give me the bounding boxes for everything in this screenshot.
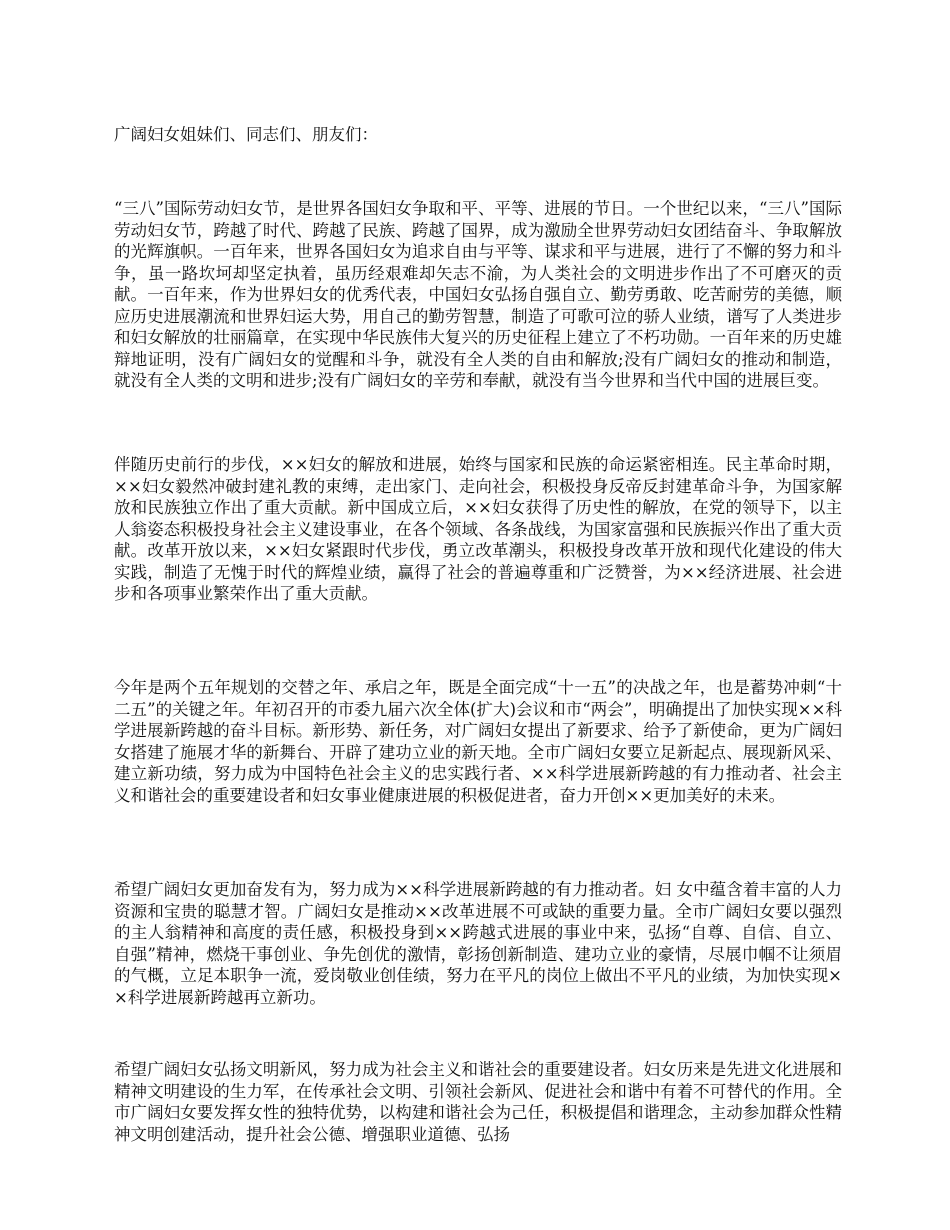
paragraph-2: 伴随历史前行的步伐，××妇女的解放和进展，始终与国家和民族的命运紧密相连。民主革命时期，××妇女毅然冲破封建礼教的束缚，走出家门、走向社会，积极投身反帝反封建革命斗争，为国家解放和民族独立作出了重大贡献。新中国成立后，××妇女获得了历史性的解放，在党的领导下，以主人翁姿态积极投身社会主义建设事业，在各个领域、各条战线，为国家富强和民族振兴作出了重大贡献。改革开放以来，××妇女紧跟时代步伐，勇立改革潮头，积极投身改革开放和现代化建设的伟大实践，制造了无愧于时代的辉煌业绩，赢得了社会的普遍尊重和广泛赞誉，为××经济进展、社会进步和各项事业繁荣作出了重大贡献。 xyxy=(114,455,842,603)
paragraph-4: 希望广阔妇女更加奋发有为，努力成为××科学进展新跨越的有力推动者。妇 女中蕴含着丰富的人力资源和宝贵的聪慧才智。广阔妇女是推动××改革进展不可或缺的重要力量。全市广阔妇女要以强烈的主人翁精神和高度的责任感，积极投身到××跨越式进展的事业中来，弘扬“自尊、自信、自立、自强”精神，燃烧干事创业、争先创优的激情，彰扬创新制造、建功立业的豪情，尽展巾帼不让须眉的气概，立足本职争一流，爱岗敬业创佳绩，努力在平凡的岗位上做出不平凡的业绩，为加快实现××科学进展新跨越再立新功。 xyxy=(114,880,842,1007)
paragraph-5: 希望广阔妇女弘扬文明新风，努力成为社会主义和谐社会的重要建设者。妇女历来是先进文化进展和精神文明建设的生力军，在传承社会文明、引领社会新风、促进社会和谐中有着不可替代的作用。全市广阔妇女要发挥女性的独特优势，以构建和谐社会为己任，积极提倡和谐理念，主动参加群众性精神文明创建活动，提升社会公德、增强职业道德、弘扬 xyxy=(114,1060,842,1144)
salutation: 广阔妇女姐妹们、同志们、朋友们： xyxy=(114,125,378,144)
paragraph-1: “三八”国际劳动妇女节，是世界各国妇女争取和平、平等、进展的节日。一个世纪以来，“三八”国际劳动妇女节，跨越了时代、跨越了民族、跨越了国界，成为激励全世界劳动妇女团结奋斗、争取解放的光辉旗帜。一百年来，世界各国妇女为追求自由与平等、谋求和平与进展，进行了不懈的努力和斗争，虽一路坎坷却坚定执着，虽历经艰难却矢志不渝，为人类社会的文明进步作出了不可磨灭的贡献。一百年来，作为世界妇女的优秀代表，中国妇女弘扬自强自立、勤劳勇敢、吃苦耐劳的美德，顺应历史进展潮流和世界妇运大势，用自己的勤劳智慧，制造了可歌可泣的骄人业绩，谱写了人类进步和妇女解放的壮丽篇章，在实现中华民族伟大复兴的历史征程上建立了不朽功勋。一百年来的历史雄辩地证明，没有广阔妇女的觉醒和斗争，就没有全人类的自由和解放;没有广阔妇女的推动和制造，就没有全人类的文明和进步;没有广阔妇女的辛劳和奉献，就没有当今世界和当代中国的进展巨变。 xyxy=(114,199,842,390)
paragraph-3: 今年是两个五年规划的交替之年、承启之年，既是全面完成“十一五”的决战之年，也是蓄势冲刺“十二五”的关键之年。年初召开的市委九届六次全体(扩大)会议和市“两会”，明确提出了加快实现××科学进展新跨越的奋斗目标。新形势、新任务，对广阔妇女提出了新要求、给予了新使命，更为广阔妇女搭建了施展才华的新舞台、开辟了建功立业的新天地。全市广阔妇女要立足新起点、展现新风采、建立新功绩，努力成为中国特色社会主义的忠实践行者、××科学进展新跨越的有力推动者、社会主义和谐社会的重要建设者和妇女事业健康进展的积极促进者，奋力开创××更加美好的未来。 xyxy=(114,678,842,805)
